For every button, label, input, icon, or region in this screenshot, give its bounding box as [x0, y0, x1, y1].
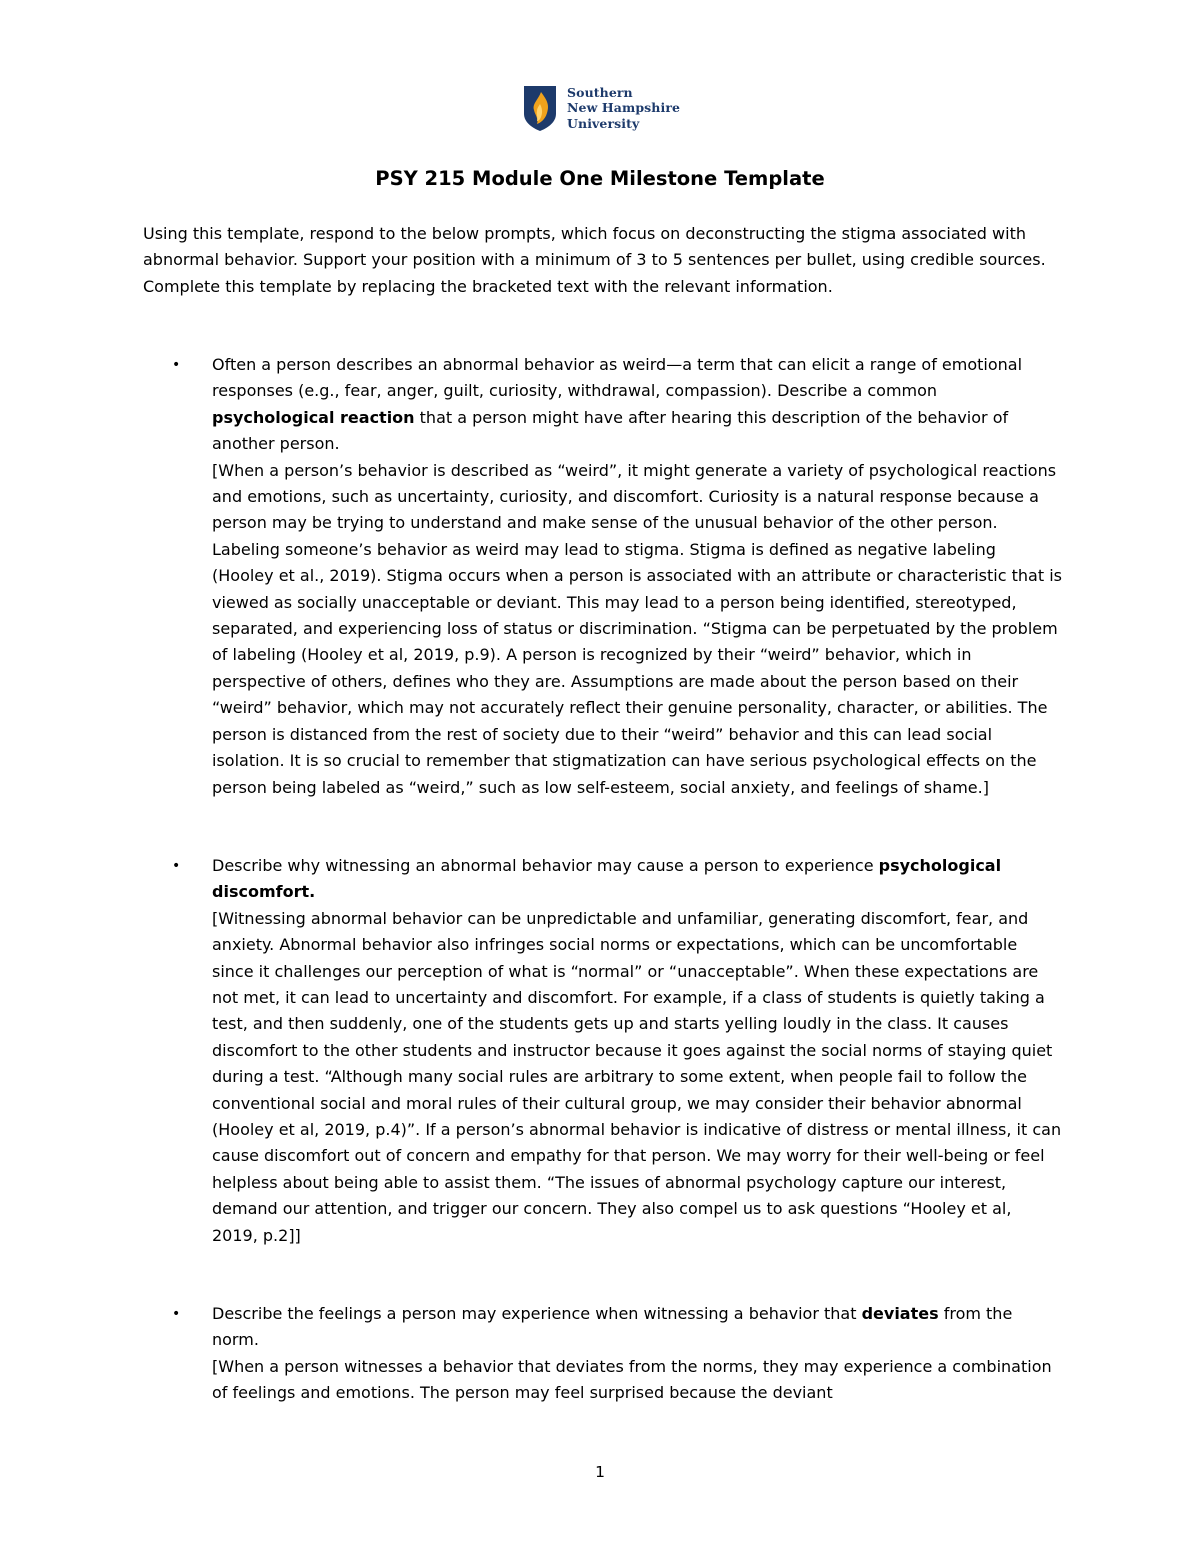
list-item [172, 853, 1062, 1249]
prompt-text-part: from the norm. [212, 1304, 1013, 1350]
page-number: 1 [595, 1463, 605, 1481]
prompt-text-part: . [309, 882, 316, 902]
logo-wordmark [567, 85, 680, 132]
prompt-keyword: psychological discomfort [212, 856, 1002, 902]
bullet-icon: • [172, 357, 181, 373]
list-item [172, 352, 1062, 801]
shield-flame-icon [522, 84, 558, 132]
prompt-text [212, 1304, 1012, 1349]
prompt-keyword: psychological reaction [212, 407, 415, 427]
logo-line-1: Southern [567, 84, 633, 100]
answer-text: [When a person’s behavior is described as “weird”, it might generate a variety of psychological reactions and emotions, such as uncertainty, curiosity, and discomfort. Curiosity is a natural response because a person may be trying to understand and make sense of the unusual behavior of the other person. Labeling someone’s behavior as weird may lead to stigma. Stigma is defined as negative labeling (Hooley et al., 2019). Stigma occurs when a person is associated with an attribute or characteristic that is viewed as socially unacceptable or deviant. This may lead to a person being identified, stereotyped, separated, and experiencing loss of status or discrimination. “Stigma can be perpetuated by the problem of labeling (Hooley et al, 2019, p.9). A person is recognized by their “weird” behavior, which in perspective of others, defines who they are. Assumptions are made about the person based on their “weird” behavior, which may not accurately reflect their genuine personality, character, or abilities. The person is distanced from the rest of society due to their “weird” behavior and this can lead social isolation. It is so crucial to remember that stigmatization can have serious psychological effects on the person being labeled as “weird,” such as low self-esteem, social anxiety, and feelings of shame.] [212, 460, 1062, 797]
prompt-text-part: Describe why witnessing an abnormal behavior may cause a person to experience [212, 856, 879, 875]
document-title: PSY 215 Module One Milestone Template [375, 167, 825, 190]
logo-line-3: University [567, 115, 640, 131]
answer-text: [When a person witnesses a behavior that deviates from the norms, they may experience a combination of feelings and emotions. The person may feel surprised because the deviant [212, 1356, 1052, 1403]
list-item [172, 1301, 1062, 1407]
logo-line-2: New Hampshire [567, 100, 681, 116]
prompt-text-part: Describe the feelings a person may experience when witnessing a behavior that [212, 1304, 862, 1323]
prompt-text [212, 856, 1001, 901]
intro-paragraph: Using this template, respond to the below prompts, which focus on deconstructing the stigma associated with abnormal behavior. Support your position with a minimum of 3 to 5 sentences per bullet, using credible sources. Complete this template by replacing the bracketed text with the relevant information. [143, 224, 1046, 296]
prompt-text [212, 355, 1022, 453]
answer-text: [Witnessing abnormal behavior can be unpredictable and unfamiliar, generating discomfort, fear, and anxiety. Abnormal behavior also infringes social norms or expectations, which can be uncomfortable since it challenges our perception of what is “normal” or “unacceptable”. When these expectations are not met, it can lead to uncertainty and discomfort. For example, if a class of students is quietly taking a test, and then suddenly, one of the students gets up and starts yelling loudly in the class. It causes discomfort to the other students and instructor because it goes against the social norms of staying quiet during a test. “Although many social rules are arbitrary to some extent, when people fail to follow the conventional social and moral rules of their cultural group, we may consider their behavior abnormal (Hooley et al, 2019, p.4)”. If a person’s abnormal behavior is indicative of distress or mental illness, it can cause discomfort out of concern and empathy for that person. We may worry for their well-being or feel helpless about being able to assist them. “The issues of abnormal psychology capture our interest, demand our attention, and trigger our concern. They also compel us to ask questions “Hooley et al, 2019, p.2]] [212, 908, 1062, 1245]
prompt-keyword: deviates [861, 1304, 939, 1323]
university-logo [522, 84, 680, 132]
prompt-text-part: Often a person describes an abnormal behavior as weird—a term that can elicit a range of emotional responses (e.g., fear, anger, guilt, curiosity, withdrawal, compassion). Describe a common [212, 355, 1023, 401]
bullet-icon: • [172, 1306, 181, 1322]
bullet-icon: • [172, 858, 181, 874]
prompt-text-part: that a person might have after hearing this description of the behavior of another person. [212, 407, 1009, 454]
